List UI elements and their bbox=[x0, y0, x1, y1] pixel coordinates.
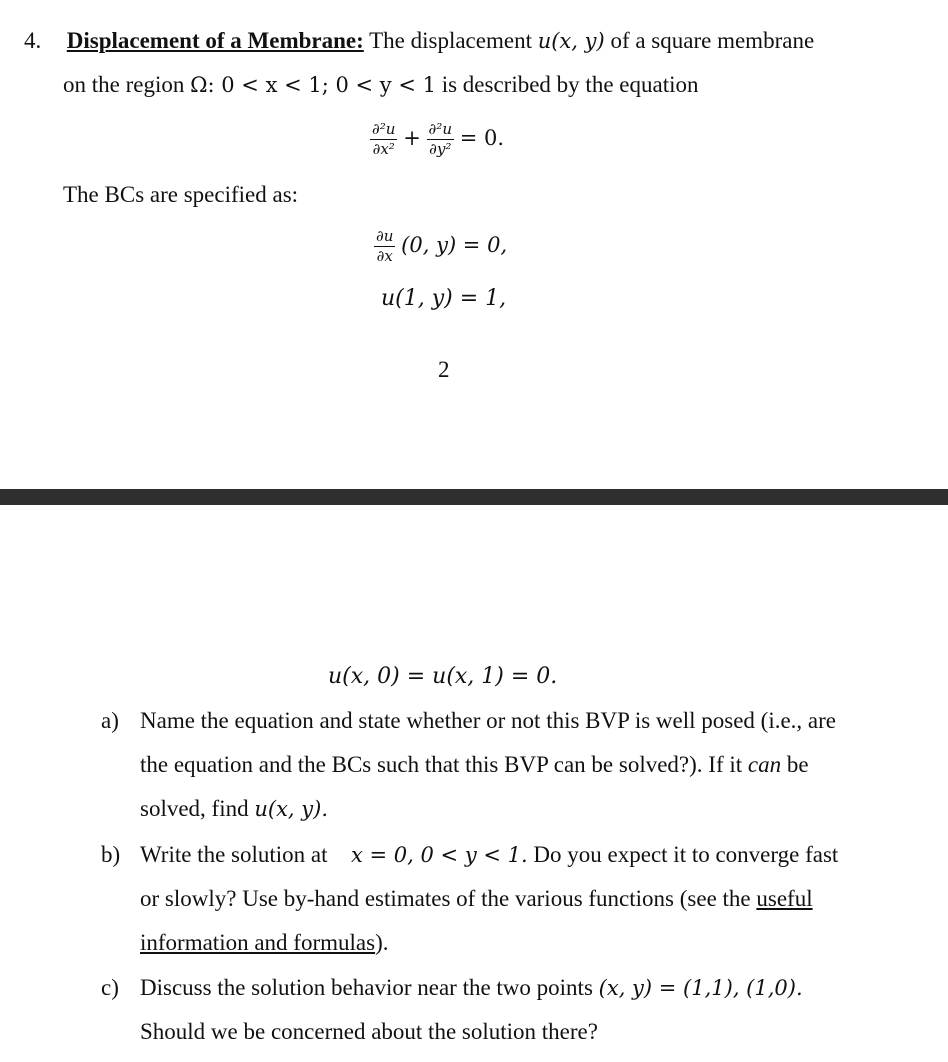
region-text: on the region bbox=[63, 72, 185, 97]
pde-rhs: = 0. bbox=[459, 126, 505, 150]
intro-text-2: of a square membrane bbox=[610, 28, 815, 53]
question-a-label: a) bbox=[101, 708, 119, 733]
pde-term-1-num: ∂²u bbox=[372, 120, 396, 139]
question-b-text-3: or slowly? Use by-hand estimates of the various functions (see the bbox=[140, 886, 751, 911]
problem-title: Displacement of a Membrane: bbox=[66, 28, 364, 53]
pde-term-2-den: ∂y² bbox=[429, 140, 452, 159]
bc-1-derivative bbox=[374, 228, 395, 265]
pde-term-2 bbox=[427, 121, 454, 158]
bc-1-num: ∂u bbox=[376, 227, 394, 246]
bc-1-den: ∂x bbox=[376, 247, 393, 266]
problem-number: 4. bbox=[24, 28, 42, 53]
region-math: Ω: 0 < x < 1; 0 < y < 1 bbox=[190, 73, 436, 97]
question-a-math: u(x, y). bbox=[254, 797, 329, 821]
question-b-text-2: Do you expect it to converge fast bbox=[533, 842, 839, 867]
useful-info-link-part-2[interactable]: information and formulas bbox=[140, 930, 376, 955]
question-b-line-1 bbox=[140, 840, 838, 870]
question-a-line-3 bbox=[140, 794, 328, 824]
bc-3: u(x, 0) = u(x, 1) = 0. bbox=[328, 664, 558, 689]
intro-math: u(x, y) bbox=[537, 29, 605, 53]
pde-term-1 bbox=[370, 121, 397, 158]
bc-2: u(1, y) = 1, bbox=[381, 286, 507, 311]
question-a-after-can: be bbox=[786, 752, 809, 777]
question-b-tail: ). bbox=[375, 930, 389, 955]
problem-line-2 bbox=[63, 70, 698, 100]
bcs-intro: The BCs are specified as: bbox=[63, 182, 299, 207]
question-b-text-1: Write the solution at bbox=[140, 842, 328, 867]
pde-term-1-den: ∂x² bbox=[372, 140, 395, 159]
question-a-line-3-text: solved, find bbox=[140, 796, 249, 821]
question-b-line-3 bbox=[140, 928, 388, 958]
question-c-label: c) bbox=[101, 975, 119, 1000]
page-number: 2 bbox=[438, 357, 450, 382]
useful-info-link-part-1[interactable]: useful bbox=[756, 886, 813, 911]
bc-1 bbox=[374, 225, 507, 265]
question-c-math: (x, y) = (1,1), (1,0). bbox=[598, 976, 803, 1000]
question-b-label: b) bbox=[101, 842, 121, 867]
question-c-text-1: Discuss the solution behavior near the two points bbox=[140, 975, 593, 1000]
question-b-math: x = 0, 0 < y < 1. bbox=[351, 843, 528, 867]
pde-equation bbox=[370, 116, 504, 160]
question-a-line-2 bbox=[140, 750, 809, 780]
question-a-emph-can: can bbox=[747, 752, 782, 777]
region-tail: is described by the equation bbox=[441, 72, 699, 97]
question-a-line-2-text: the equation and the BCs such that this BVP can be solved?). If it bbox=[140, 752, 743, 777]
question-b-line-2 bbox=[140, 884, 813, 914]
problem-line-1 bbox=[24, 26, 814, 56]
pde-plus: + bbox=[403, 126, 421, 150]
question-a-line-1: Name the equation and state whether or not this BVP is well posed (i.e., are bbox=[140, 708, 836, 733]
question-c-line-1 bbox=[140, 973, 803, 1003]
pde-term-2-num: ∂²u bbox=[428, 120, 452, 139]
bc-1-rest: (0, y) = 0, bbox=[401, 233, 508, 257]
page-break-divider bbox=[0, 489, 948, 505]
intro-text-1: The displacement bbox=[369, 28, 532, 53]
question-c-line-2: Should we be concerned about the solution there? bbox=[140, 1019, 598, 1044]
